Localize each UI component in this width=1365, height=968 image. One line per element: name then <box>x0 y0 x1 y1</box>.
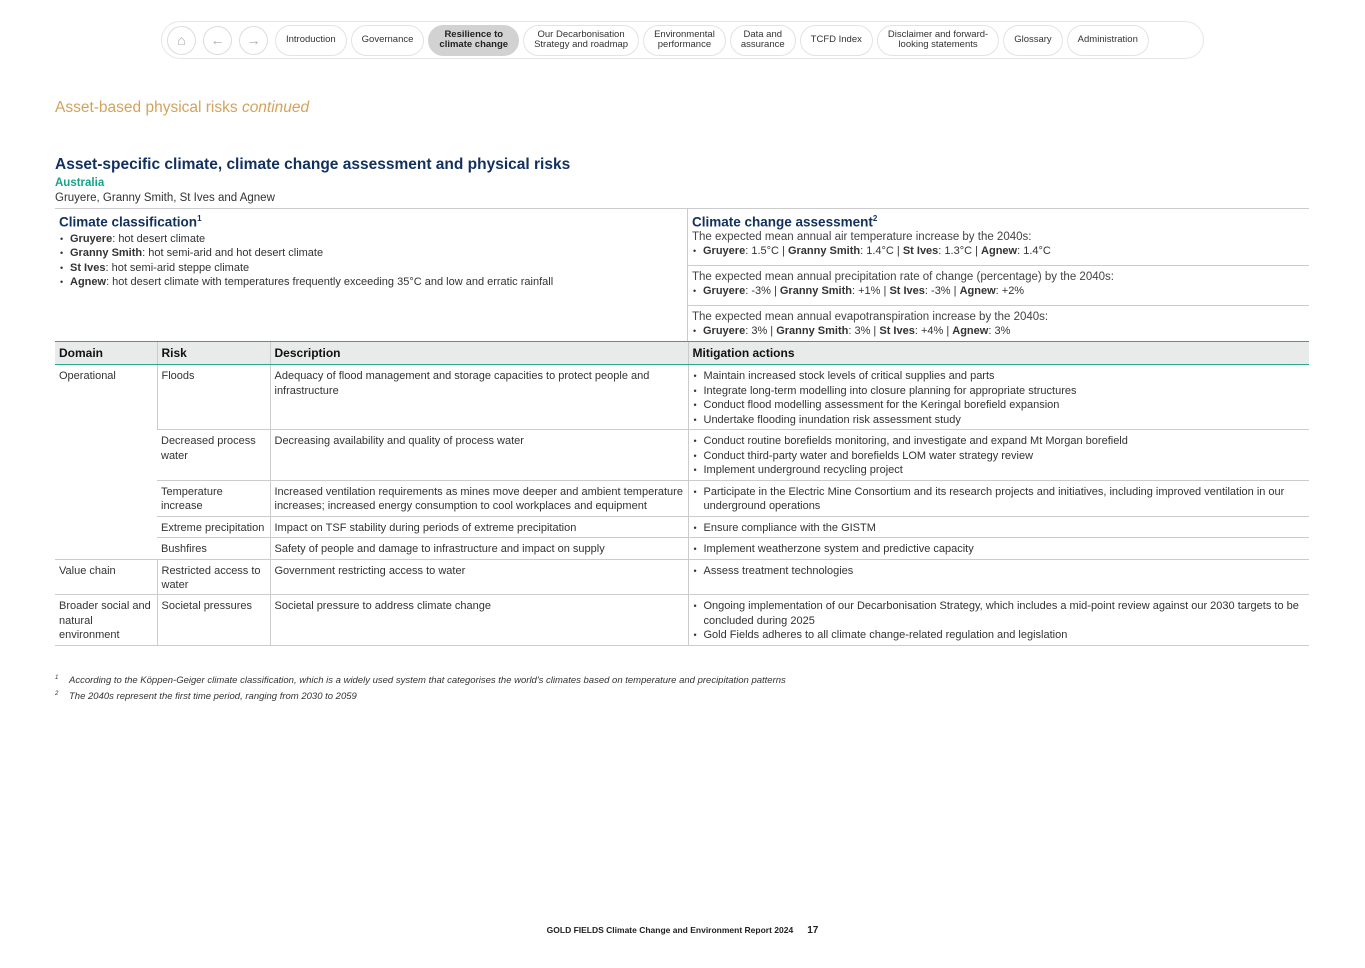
separator: | <box>972 245 982 257</box>
separator: | <box>778 245 788 257</box>
footnote-text: The 2040s represent the first time period, ranging from 2030 to 2059 <box>69 690 357 702</box>
mitigation-item: • Assess treatment technologies <box>693 564 1306 579</box>
risk-cell: Decreased process water <box>157 430 270 481</box>
assessment-value: 1.5°C <box>751 245 779 257</box>
assessment-intro: The expected mean annual precipitation rate of change (percentage) by the 2040s: <box>692 270 1114 283</box>
mitigation-cell <box>688 480 1309 516</box>
assessment-block <box>688 306 1309 346</box>
mitigation-cell <box>688 595 1309 646</box>
risk-cell: Societal pressures <box>157 595 270 646</box>
colon: : <box>745 325 752 337</box>
classification-item <box>59 261 683 276</box>
separator: | <box>770 285 780 297</box>
domain-cell: Broader social and natural environment <box>55 595 157 646</box>
assessment-value: 1.4°C <box>866 245 894 257</box>
assessment-value: 3% <box>994 325 1011 337</box>
table-header-row <box>55 342 1309 365</box>
column-header: Domain <box>55 342 157 365</box>
assessment-block <box>688 266 1309 306</box>
description-cell: Decreasing availability and quality of process water <box>270 430 688 481</box>
site-name: St Ives <box>70 261 106 274</box>
classification-text: : hot desert climate with temperatures frequently exceeding 35°C and low and erratic rainfall <box>106 276 554 288</box>
colon: : <box>860 245 867 257</box>
classification-item <box>59 275 683 290</box>
description-cell: Government restricting access to water <box>270 559 688 595</box>
assessment-value: 3% <box>854 325 871 337</box>
site-name: Granny Smith <box>787 245 861 257</box>
colon: : <box>914 325 921 337</box>
classification-text: : hot semi-arid and hot desert climate <box>142 247 324 259</box>
forward-arrow-icon[interactable]: → <box>239 26 268 55</box>
colon: : <box>745 245 752 257</box>
mitigation-item: • Gold Fields adheres to all climate change-related regulation and legislation <box>693 628 1306 643</box>
home-icon[interactable]: ⌂ <box>167 26 196 55</box>
table-row <box>55 559 1309 595</box>
heading-text: Climate classification <box>59 214 198 230</box>
table-row <box>55 516 1309 538</box>
description-cell: Increased ventilation requirements as mines move deeper and ambient temperature increases; increased energy consumption to cool workplaces and equipment <box>270 480 688 516</box>
mitigation-item: • Ensure compliance with the GISTM <box>693 521 1306 536</box>
nav-tab[interactable]: Governance <box>351 25 425 56</box>
mitigation-item: • Participate in the Electric Mine Consortium and its research projects and initiatives, including improved ventilation in our underground operations <box>693 485 1306 514</box>
separator: | <box>767 325 777 337</box>
assessment-value: +4% <box>920 325 944 337</box>
page-title: Asset-specific climate, climate change assessment and physical risks <box>55 156 571 173</box>
footnotes <box>55 672 786 703</box>
column-header: Description <box>270 342 688 365</box>
site-name: St Ives <box>879 325 915 337</box>
mitigation-cell <box>688 538 1309 560</box>
climate-summary <box>55 208 1309 341</box>
section-label <box>55 99 309 117</box>
site-name: Agnew <box>70 276 107 288</box>
colon: : <box>924 285 932 297</box>
section-label-suffix: continued <box>241 99 310 116</box>
description-cell: Safety of people and damage to infrastructure and impact on supply <box>270 538 688 560</box>
column-header: Risk <box>157 342 270 365</box>
mitigation-item: • Integrate long-term modelling into closure planning for appropriate structures <box>693 384 1306 399</box>
site-name: Agnew <box>952 325 989 337</box>
footnote-ref: 2 <box>872 214 878 223</box>
nav-tab[interactable]: Environmental performance <box>643 25 726 56</box>
risk-cell: Extreme precipitation <box>157 516 270 538</box>
table-row <box>55 480 1309 516</box>
assessment-value: 1.4°C <box>1023 245 1051 257</box>
assessment-intro: The expected mean annual evapotranspiration increase by the 2040s: <box>692 310 1049 323</box>
footnote-ref: 1 <box>197 214 202 223</box>
assessment-value-item <box>692 284 1305 299</box>
colon: : <box>995 285 1002 297</box>
mitigation-list <box>693 485 1306 514</box>
separator: | <box>870 325 880 337</box>
assessment-header <box>688 209 1309 230</box>
nav-tab[interactable]: Disclaimer and forward- looking statements <box>877 25 999 56</box>
mitigation-item: • Conduct third-party water and borefields LOM water strategy review <box>693 449 1306 464</box>
climate-classification-heading <box>59 214 683 230</box>
risk-table <box>55 341 1309 646</box>
assessment-values <box>692 284 1305 299</box>
assessment-values <box>692 244 1305 259</box>
mitigation-list <box>693 542 1306 557</box>
mitigation-list <box>693 434 1306 478</box>
domain-cell: Value chain <box>55 559 157 595</box>
mitigation-cell <box>688 430 1309 481</box>
mitigation-item: • Undertake flooding inundation risk assessment study <box>693 413 1306 428</box>
classification-text: : hot desert climate <box>112 232 206 245</box>
nav-tab[interactable]: Glossary <box>1003 25 1062 56</box>
colon: : <box>848 325 855 337</box>
description-cell: Adequacy of flood management and storage capacities to protect people and infrastructure <box>270 365 688 430</box>
heading-text: Climate change assessment <box>692 214 873 230</box>
separator: | <box>943 325 953 337</box>
site-name: Gruyere <box>70 232 113 245</box>
risk-cell: Temperature increase <box>157 480 270 516</box>
separator: | <box>893 245 903 257</box>
mitigation-list <box>693 599 1306 643</box>
section-label-text: Asset-based physical risks <box>55 99 238 116</box>
mitigation-item: • Ongoing implementation of our Decarbonisation Strategy, which includes a mid-point review against our 2030 targets to be concluded during 2025 <box>693 599 1306 628</box>
nav-tab[interactable]: Administration <box>1067 25 1149 56</box>
region-label: Australia <box>55 177 105 189</box>
site-name: Granny Smith <box>70 247 143 259</box>
mitigation-cell <box>688 516 1309 538</box>
back-arrow-icon[interactable]: ← <box>203 26 232 55</box>
footnote-number: 1 <box>55 675 59 681</box>
mitigation-item: • Conduct routine borefields monitoring, and investigate and expand Mt Morgan borefield <box>693 434 1306 449</box>
site-name: Granny Smith <box>779 285 852 297</box>
separator: | <box>950 285 960 297</box>
site-name: Agnew <box>959 285 996 297</box>
sites-label: Gruyere, Granny Smith, St Ives and Agnew <box>55 192 275 204</box>
site-name: Gruyere <box>703 325 746 337</box>
assessment-value: -3% <box>751 285 771 297</box>
page-number: 17 <box>807 925 819 936</box>
classification-item <box>59 246 683 261</box>
assessment-value: -3% <box>931 285 951 297</box>
nav-tab[interactable]: Resilience to climate change <box>428 25 519 56</box>
mitigation-item: • Implement underground recycling project <box>693 463 1306 478</box>
description-cell: Societal pressure to address climate change <box>270 595 688 646</box>
risk-cell: Restricted access to water <box>157 559 270 595</box>
site-name: St Ives <box>889 285 925 297</box>
site-name: Granny Smith <box>776 325 849 337</box>
assessment-value: 3% <box>751 325 768 337</box>
footer-text: GOLD FIELDS Climate Change and Environment Report 2024 <box>546 925 794 935</box>
mitigation-list <box>693 369 1306 427</box>
assessment-value-item <box>692 244 1305 259</box>
nav-tab[interactable]: TCFD Index <box>800 25 873 56</box>
nav-tabs <box>275 25 1149 56</box>
mitigation-list <box>693 564 1306 579</box>
column-header: Mitigation actions <box>688 342 1309 365</box>
footnote-text: According to the Köppen-Geiger climate classification, which is a widely used system that categorises the world's climates based on temperature and precipitation patterns <box>69 675 786 687</box>
climate-change-assessment <box>688 209 1309 342</box>
colon: : <box>852 285 859 297</box>
nav-tab[interactable]: Introduction <box>275 25 347 56</box>
colon: : <box>988 325 995 337</box>
site-name: St Ives <box>902 245 939 257</box>
footnote <box>55 672 786 688</box>
mitigation-item: • Implement weatherzone system and predictive capacity <box>693 542 1306 557</box>
table-row <box>55 538 1309 560</box>
domain-cell: Operational <box>55 365 157 560</box>
assessment-value-item <box>692 324 1305 339</box>
table-row <box>55 595 1309 646</box>
assessment-block <box>688 230 1309 266</box>
risk-cell: Bushfires <box>157 538 270 560</box>
footnote-number: 2 <box>55 690 59 697</box>
assessment-value: +1% <box>858 285 881 297</box>
nav-tab[interactable]: Our Decarbonisation Strategy and roadmap <box>523 25 639 56</box>
classification-text: : hot semi-arid steppe climate <box>105 261 250 274</box>
page-footer <box>0 925 1365 936</box>
description-cell: Impact on TSF stability during periods of extreme precipitation <box>270 516 688 538</box>
mitigation-list <box>693 521 1306 536</box>
assessment-value: +2% <box>1001 285 1025 297</box>
top-navigation <box>161 21 1204 59</box>
site-name: Agnew <box>981 245 1018 257</box>
separator: | <box>880 285 890 297</box>
colon: : <box>1017 245 1024 257</box>
climate-change-assessment-heading <box>692 214 1305 230</box>
site-name: Gruyere <box>703 285 746 297</box>
site-name: Gruyere <box>703 245 746 257</box>
classification-item <box>59 232 683 247</box>
mitigation-item: • Conduct flood modelling assessment for the Keringal borefield expansion <box>693 398 1306 413</box>
climate-classification <box>55 209 688 342</box>
mitigation-item: • Maintain increased stock levels of critical supplies and parts <box>693 369 1306 384</box>
assessment-intro: The expected mean annual air temperature increase by the 2040s: <box>692 230 1032 243</box>
footnote <box>55 688 786 704</box>
assessment-value: 1.3°C <box>944 245 973 257</box>
assessment-values <box>692 324 1305 339</box>
colon: : <box>745 285 752 297</box>
nav-tab[interactable]: Data and assurance <box>730 25 796 56</box>
table-row <box>55 365 1309 430</box>
mitigation-cell <box>688 365 1309 430</box>
classification-list <box>59 232 683 290</box>
colon: : <box>938 245 945 257</box>
table-row <box>55 430 1309 481</box>
mitigation-cell <box>688 559 1309 595</box>
risk-cell: Floods <box>157 365 270 430</box>
